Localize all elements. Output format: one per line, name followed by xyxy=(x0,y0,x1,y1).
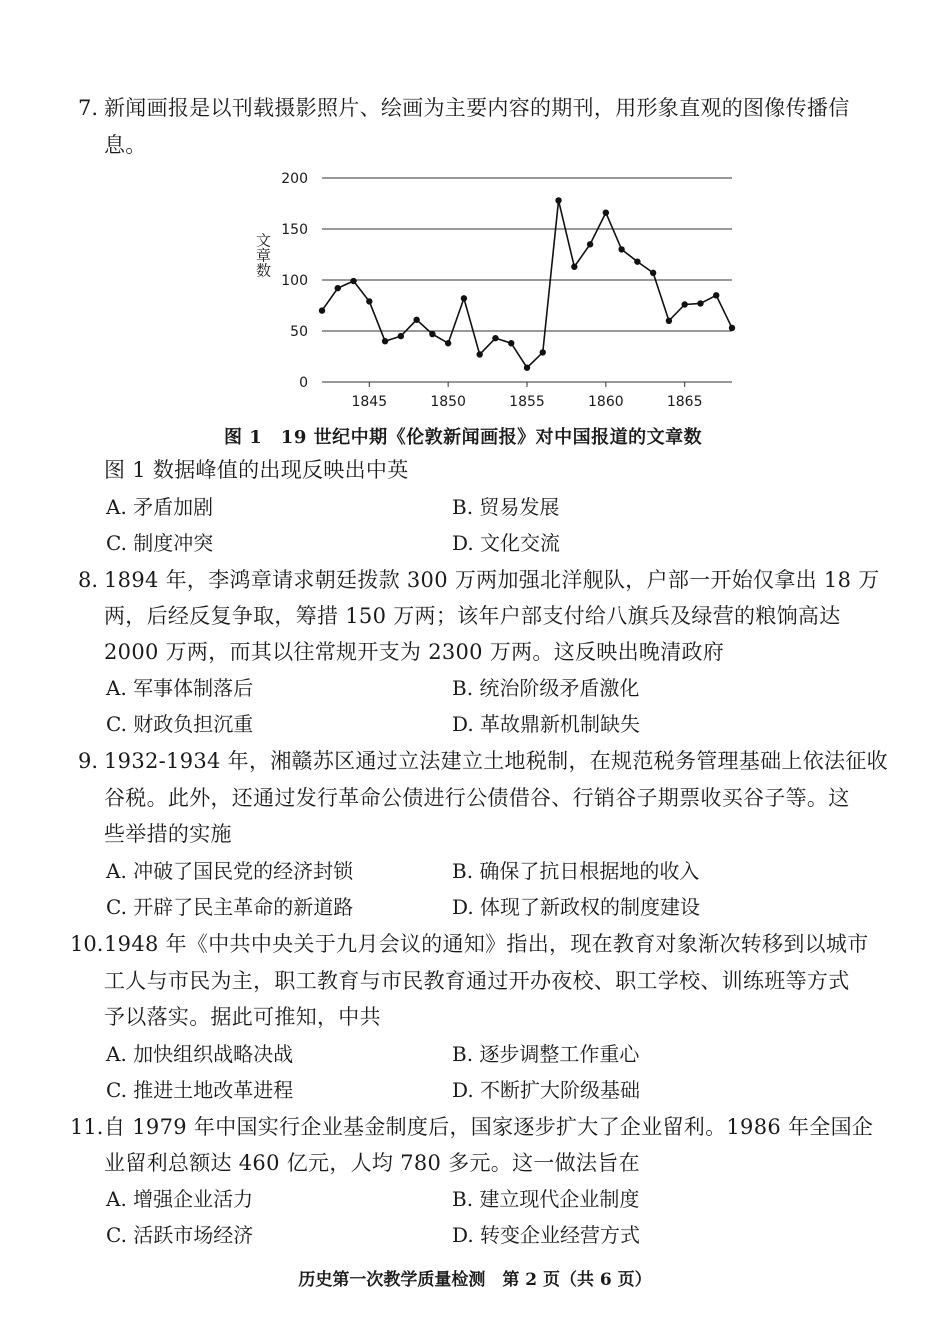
q9-option-a[interactable]: A. 冲破了国民党的经济封锁 xyxy=(106,859,354,883)
chart-ytick-label: 0 xyxy=(299,375,308,391)
q11-option-b[interactable]: B. 建立现代企业制度 xyxy=(452,1187,640,1211)
q11-stem-line2: 业留利总额达 460 亿元，人均 780 多元。这一做法旨在 xyxy=(104,1151,640,1175)
q8-option-d[interactable]: D. 革故鼎新机制缺失 xyxy=(452,712,641,736)
q8-number: 8. xyxy=(78,568,99,592)
q9-stem-line3: 些举措的实施 xyxy=(104,822,232,846)
chart-point-1856 xyxy=(540,349,546,355)
article-count-line-chart xyxy=(240,160,760,420)
chart-point-1846 xyxy=(382,338,388,344)
q9-stem-line2: 谷税。此外，还通过发行革命公债进行公债借谷、行销谷子期票收买谷子等。这 xyxy=(104,786,850,810)
chart-point-1852 xyxy=(476,351,482,357)
chart-point-1865 xyxy=(681,301,687,307)
chart-point-1868 xyxy=(729,325,735,331)
q10-stem-line1: 1948 年《中共中央关于九月会议的通知》指出，现在教育对象渐次转移到以城市 xyxy=(104,932,869,956)
q10-number: 10. xyxy=(70,932,104,956)
q8-stem-line1: 1894 年，李鸿章请求朝廷拨款 300 万两加强北洋舰队，户部一开始仅拿出 18 万 xyxy=(104,568,880,592)
q7-stem-line1: 新闻画报是以刊载摄影照片、绘画为主要内容的期刊，用形象直观的图像传播信 xyxy=(104,96,850,120)
chart-point-1847 xyxy=(398,333,404,339)
q7-option-c[interactable]: C. 制度冲突 xyxy=(106,531,214,555)
q11-number: 11. xyxy=(70,1115,104,1139)
chart-point-1849 xyxy=(429,331,435,337)
chart-point-1848 xyxy=(413,317,419,323)
q10-option-b[interactable]: B. 逐步调整工作重心 xyxy=(452,1042,640,1066)
chart-point-1842 xyxy=(319,307,325,313)
page-footer: 历史第一次教学质量检测 第 2 页（共 6 页） xyxy=(298,1270,652,1290)
q11-option-d[interactable]: D. 转变企业经营方式 xyxy=(452,1223,641,1247)
q7-option-d[interactable]: D. 文化交流 xyxy=(452,531,561,555)
chart-point-1843 xyxy=(335,285,341,291)
chart-ytick-label: 200 xyxy=(281,171,308,187)
chart-point-1860 xyxy=(603,209,609,215)
chart-point-1859 xyxy=(587,241,593,247)
chart-point-1863 xyxy=(650,270,656,276)
q7-question: 图 1 数据峰值的出现反映出中英 xyxy=(104,458,409,482)
q9-option-c[interactable]: C. 开辟了民主革命的新道路 xyxy=(106,895,354,919)
chart-xtick-label: 1855 xyxy=(509,394,545,410)
q8-option-a[interactable]: A. 军事体制落后 xyxy=(106,676,254,700)
q7-option-b[interactable]: B. 贸易发展 xyxy=(452,495,560,519)
q11-stem-line1: 自 1979 年中国实行企业基金制度后，国家逐步扩大了企业留利。1986 年全国企 xyxy=(104,1115,874,1139)
q11-option-c[interactable]: C. 活跃市场经济 xyxy=(106,1223,254,1247)
q7-option-a[interactable]: A. 矛盾加剧 xyxy=(106,495,214,519)
chart-point-1864 xyxy=(666,318,672,324)
q7-stem-line2: 息。 xyxy=(104,133,147,157)
chart-point-1845 xyxy=(366,298,372,304)
q8-option-b[interactable]: B. 统治阶级矛盾激化 xyxy=(452,676,640,700)
q10-option-c[interactable]: C. 推进土地改革进程 xyxy=(106,1078,294,1102)
q9-number: 9. xyxy=(78,749,99,773)
chart-point-1853 xyxy=(492,335,498,341)
chart-point-1855 xyxy=(524,365,530,371)
q11-option-a[interactable]: A. 增强企业活力 xyxy=(106,1187,254,1211)
chart-point-1857 xyxy=(555,197,561,203)
chart-point-1854 xyxy=(508,340,514,346)
chart-point-1862 xyxy=(634,258,640,264)
chart-ytick-label: 150 xyxy=(281,222,308,238)
q10-stem-line2: 工人与市民为主，职工教育与市民教育通过开办夜校、职工学校、训练班等方式 xyxy=(104,969,850,993)
chart-point-1867 xyxy=(713,292,719,298)
chart-point-1866 xyxy=(697,300,703,306)
q9-stem-line1: 1932-1934 年，湘赣苏区通过立法建立土地税制，在规范税务管理基础上依法征收 xyxy=(104,749,888,773)
chart-point-1844 xyxy=(350,278,356,284)
q9-option-b[interactable]: B. 确保了抗日根据地的收入 xyxy=(452,859,700,883)
q8-option-c[interactable]: C. 财政负担沉重 xyxy=(106,712,254,736)
chart-ylabel: 文章数 xyxy=(254,232,272,278)
q9-option-d[interactable]: D. 体现了新政权的制度建设 xyxy=(452,895,701,919)
q8-stem-line3: 2000 万两，而其以往常规开支为 2300 万两。这反映出晚清政府 xyxy=(104,640,725,664)
chart-xtick-label: 1850 xyxy=(430,394,466,410)
q10-stem-line3: 予以落实。据此可推知，中共 xyxy=(104,1005,381,1029)
chart-point-1851 xyxy=(461,295,467,301)
chart-point-1861 xyxy=(618,246,624,252)
chart-xtick-label: 1860 xyxy=(588,394,624,410)
chart-ytick-label: 100 xyxy=(281,273,308,289)
chart-xtick-label: 1845 xyxy=(351,394,388,410)
chart-point-1858 xyxy=(571,264,577,270)
q7-number: 7. xyxy=(78,96,99,120)
q10-option-a[interactable]: A. 加快组织战略决战 xyxy=(106,1042,294,1066)
q8-stem-line2: 两，后经反复争取，筹措 150 万两；该年户部支付给八旗兵及绿营的粮饷高达 xyxy=(104,604,841,628)
chart-xtick-label: 1865 xyxy=(666,394,703,410)
chart-ytick-label: 50 xyxy=(290,324,308,340)
figure-caption: 图 1 19 世纪中期《伦敦新闻画报》对中国报道的文章数 xyxy=(224,427,703,448)
q10-option-d[interactable]: D. 不断扩大阶级基础 xyxy=(452,1078,641,1102)
chart-point-1850 xyxy=(445,340,451,346)
